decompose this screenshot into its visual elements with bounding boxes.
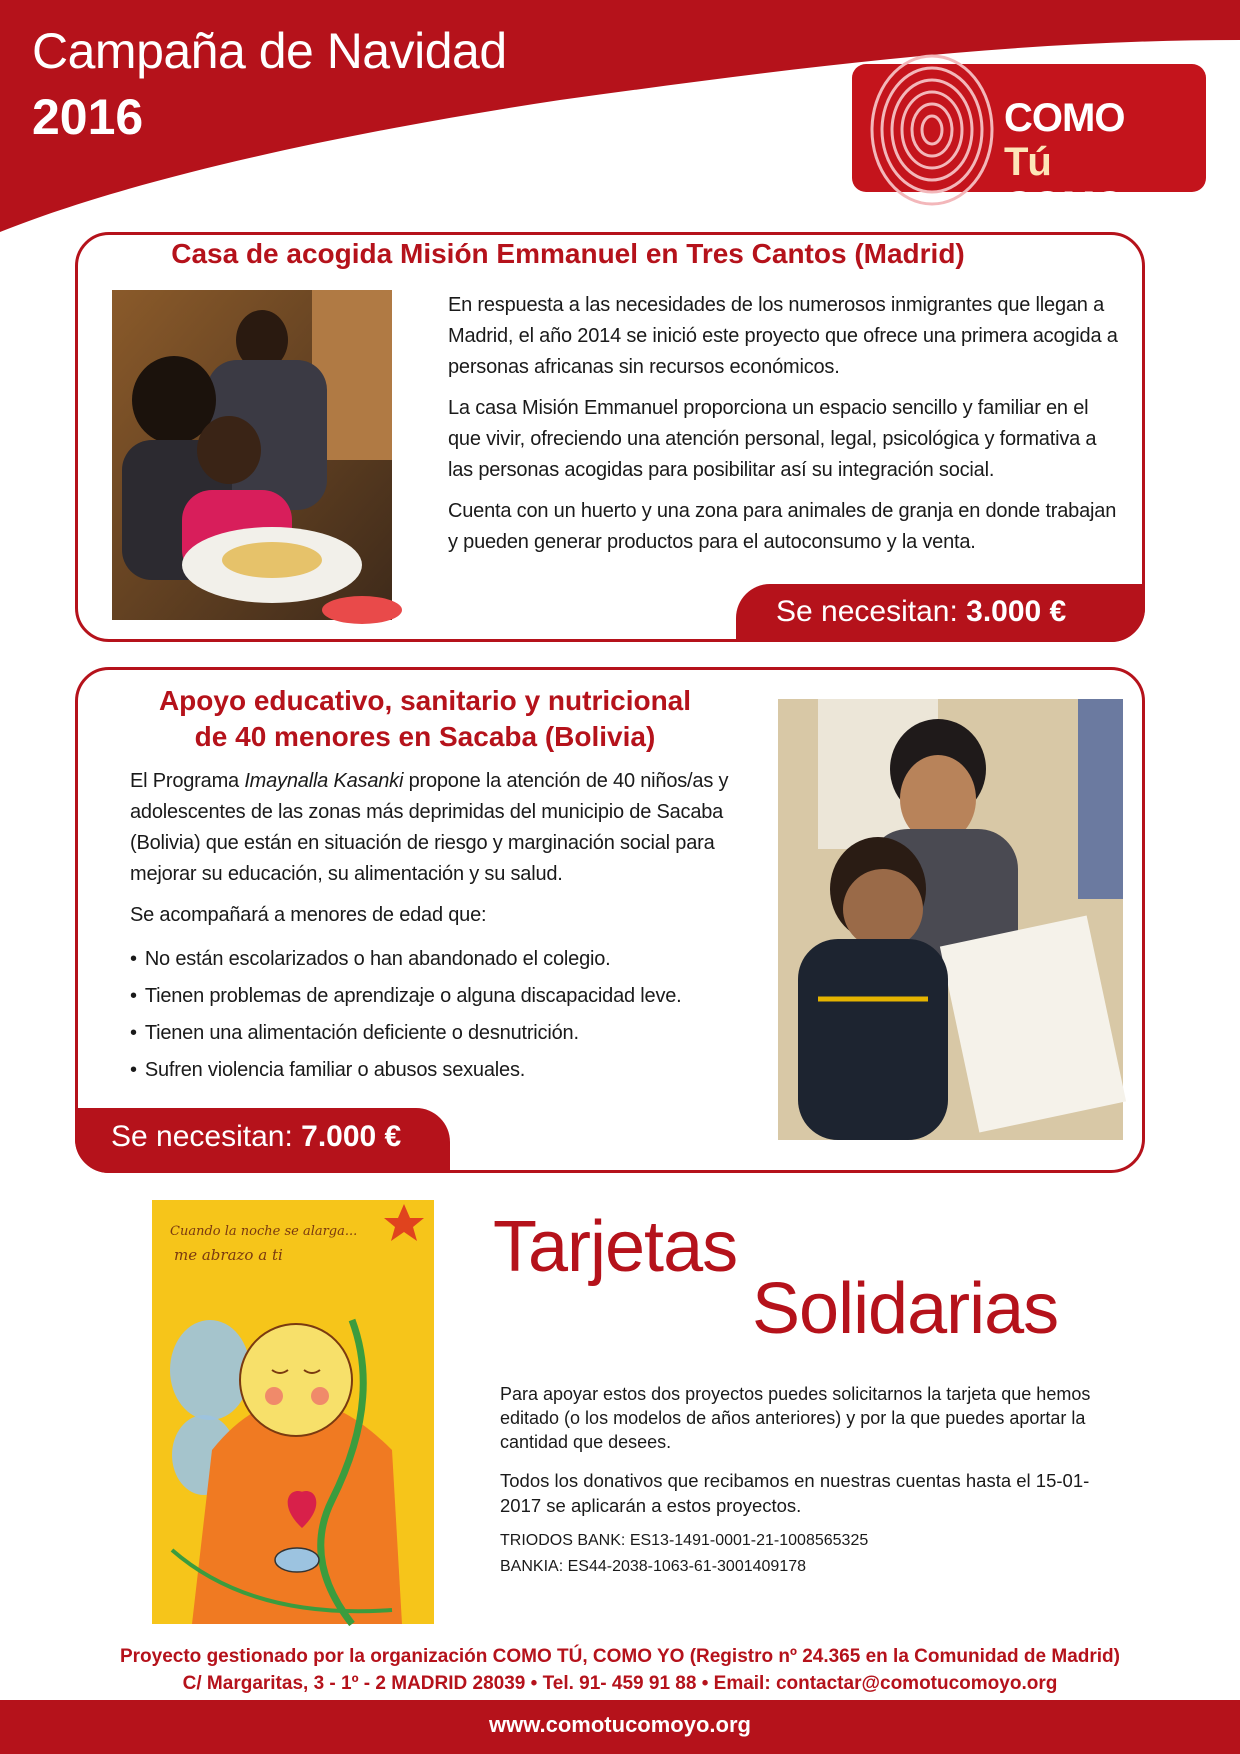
project-1-title: Casa de acogida Misión Emmanuel en Tres Cantos (Madrid)	[171, 238, 965, 269]
logo-word-como-2: COMO	[1004, 184, 1125, 228]
campaign-year: 2016	[32, 89, 144, 145]
project-2-funding-tag	[75, 1108, 450, 1173]
project-1-funding-tag	[736, 584, 1145, 642]
intro-end: propone la atención de 40 niños/as y adolescentes de las zonas más deprimidas del municipio de Sacaba (Bolivia) que están en situación de riesgo y marginación social para mejorar su educación, su alimentación y su salud.	[130, 770, 729, 885]
bank-account: ES13-1491-0001-21-1008565325	[629, 1532, 869, 1549]
list-item: • Tienen problemas de aprendizaje o alguna discapacidad leve.	[130, 978, 750, 1015]
list-item: • Tienen una alimentación deficiente o desnutrición.	[130, 1015, 750, 1052]
project-1-text	[448, 290, 1118, 568]
project-2-photo	[778, 699, 1123, 1140]
list-item: • No están escolarizados o han abandonado el colegio.	[130, 941, 750, 978]
cards-text	[500, 1382, 1120, 1580]
bank-account: ES44-2038-1063-61-3001409178	[567, 1558, 807, 1575]
project-1-paragraph: Cuenta con un huerto y una zona para animales de granja en donde trabajan y pueden generar productos para el autoconsumo y la venta.	[448, 500, 1117, 553]
project-2-accompany: Se acompañará a menores de edad que:	[130, 904, 487, 926]
bank-name: TRIODOS BANK:	[500, 1532, 626, 1549]
intro-start: El Programa	[130, 770, 245, 792]
project-1-photo	[112, 290, 392, 620]
project-2-title	[120, 683, 730, 755]
cards-paragraph: Para apoyar estos dos proyectos puedes solicitarnos la tarjeta que hemos editado (o los modelos de años anteriores) y por la que puedes aportar la cantidad que desees.	[500, 1384, 1091, 1452]
funding-amount: 3.000 €	[966, 595, 1067, 628]
organization-logo	[852, 64, 1206, 228]
footer-organization-line: Proyecto gestionado por la organización COMO TÚ, COMO YO (Registro nº 24.365 en la Comunidad de Madrid)	[119, 1646, 1120, 1667]
logo-word-tu: Tú	[1004, 140, 1051, 184]
fingerprint-icon	[860, 64, 1000, 192]
cards-paragraph: Todos los donativos que recibamos en nuestras cuentas hasta el 15-01-2017 se aplicarán a estos proyectos.	[500, 1470, 1090, 1516]
solidarity-card-image	[152, 1200, 434, 1624]
bank-account-row	[500, 1528, 1120, 1554]
cards-title-line-2: Solidarias	[752, 1269, 1059, 1349]
program-name: Imaynalla Kasanki	[244, 770, 404, 792]
card-text-line: me abrazo a ti	[174, 1246, 283, 1264]
cards-title-line-1: Tarjetas	[493, 1207, 738, 1287]
project-2-title-line: Apoyo educativo, sanitario y nutricional	[158, 685, 692, 716]
project-1-paragraph: La casa Misión Emmanuel proporciona un espacio sencillo y familiar en el que vivir, ofreciendo una atención personal, legal, psicológica y formativa a las personas acogidas para posibilitar así su integración social.	[448, 397, 1097, 481]
project-2-bullet-list	[130, 941, 750, 1089]
project-2-text	[130, 766, 750, 1089]
bank-name: BANKIA:	[500, 1558, 564, 1575]
funding-label: Se necesitan:	[111, 1120, 293, 1153]
project-1-paragraph: En respuesta a las necesidades de los numerosos inmigrantes que llegan a Madrid, el año 2014 se inició este proyecto que ofrece una primera acogida a personas africanas sin recursos económicos.	[448, 294, 1118, 378]
footer-address-line: C/ Margaritas, 3 - 1º - 2 MADRID 28039 • Tel. 91- 459 91 88 • Email: contactar@comotucomoyo.org	[182, 1673, 1058, 1694]
card-text-line: Cuando la noche se alarga...	[170, 1224, 358, 1239]
list-item: • Sufren violencia familiar o abusos sexuales.	[130, 1052, 750, 1089]
funding-label: Se necesitan:	[776, 595, 958, 628]
project-2-intro	[130, 766, 750, 890]
logo-word-como: COMO	[1004, 96, 1125, 140]
project-2-title-line: de 40 menores en Sacaba (Bolivia)	[194, 721, 656, 752]
funding-amount: 7.000 €	[301, 1120, 402, 1153]
bank-account-row	[500, 1554, 1120, 1580]
campaign-title: Campaña de Navidad	[32, 23, 507, 79]
website-link[interactable]: www.comotucomoyo.org	[489, 1712, 751, 1737]
